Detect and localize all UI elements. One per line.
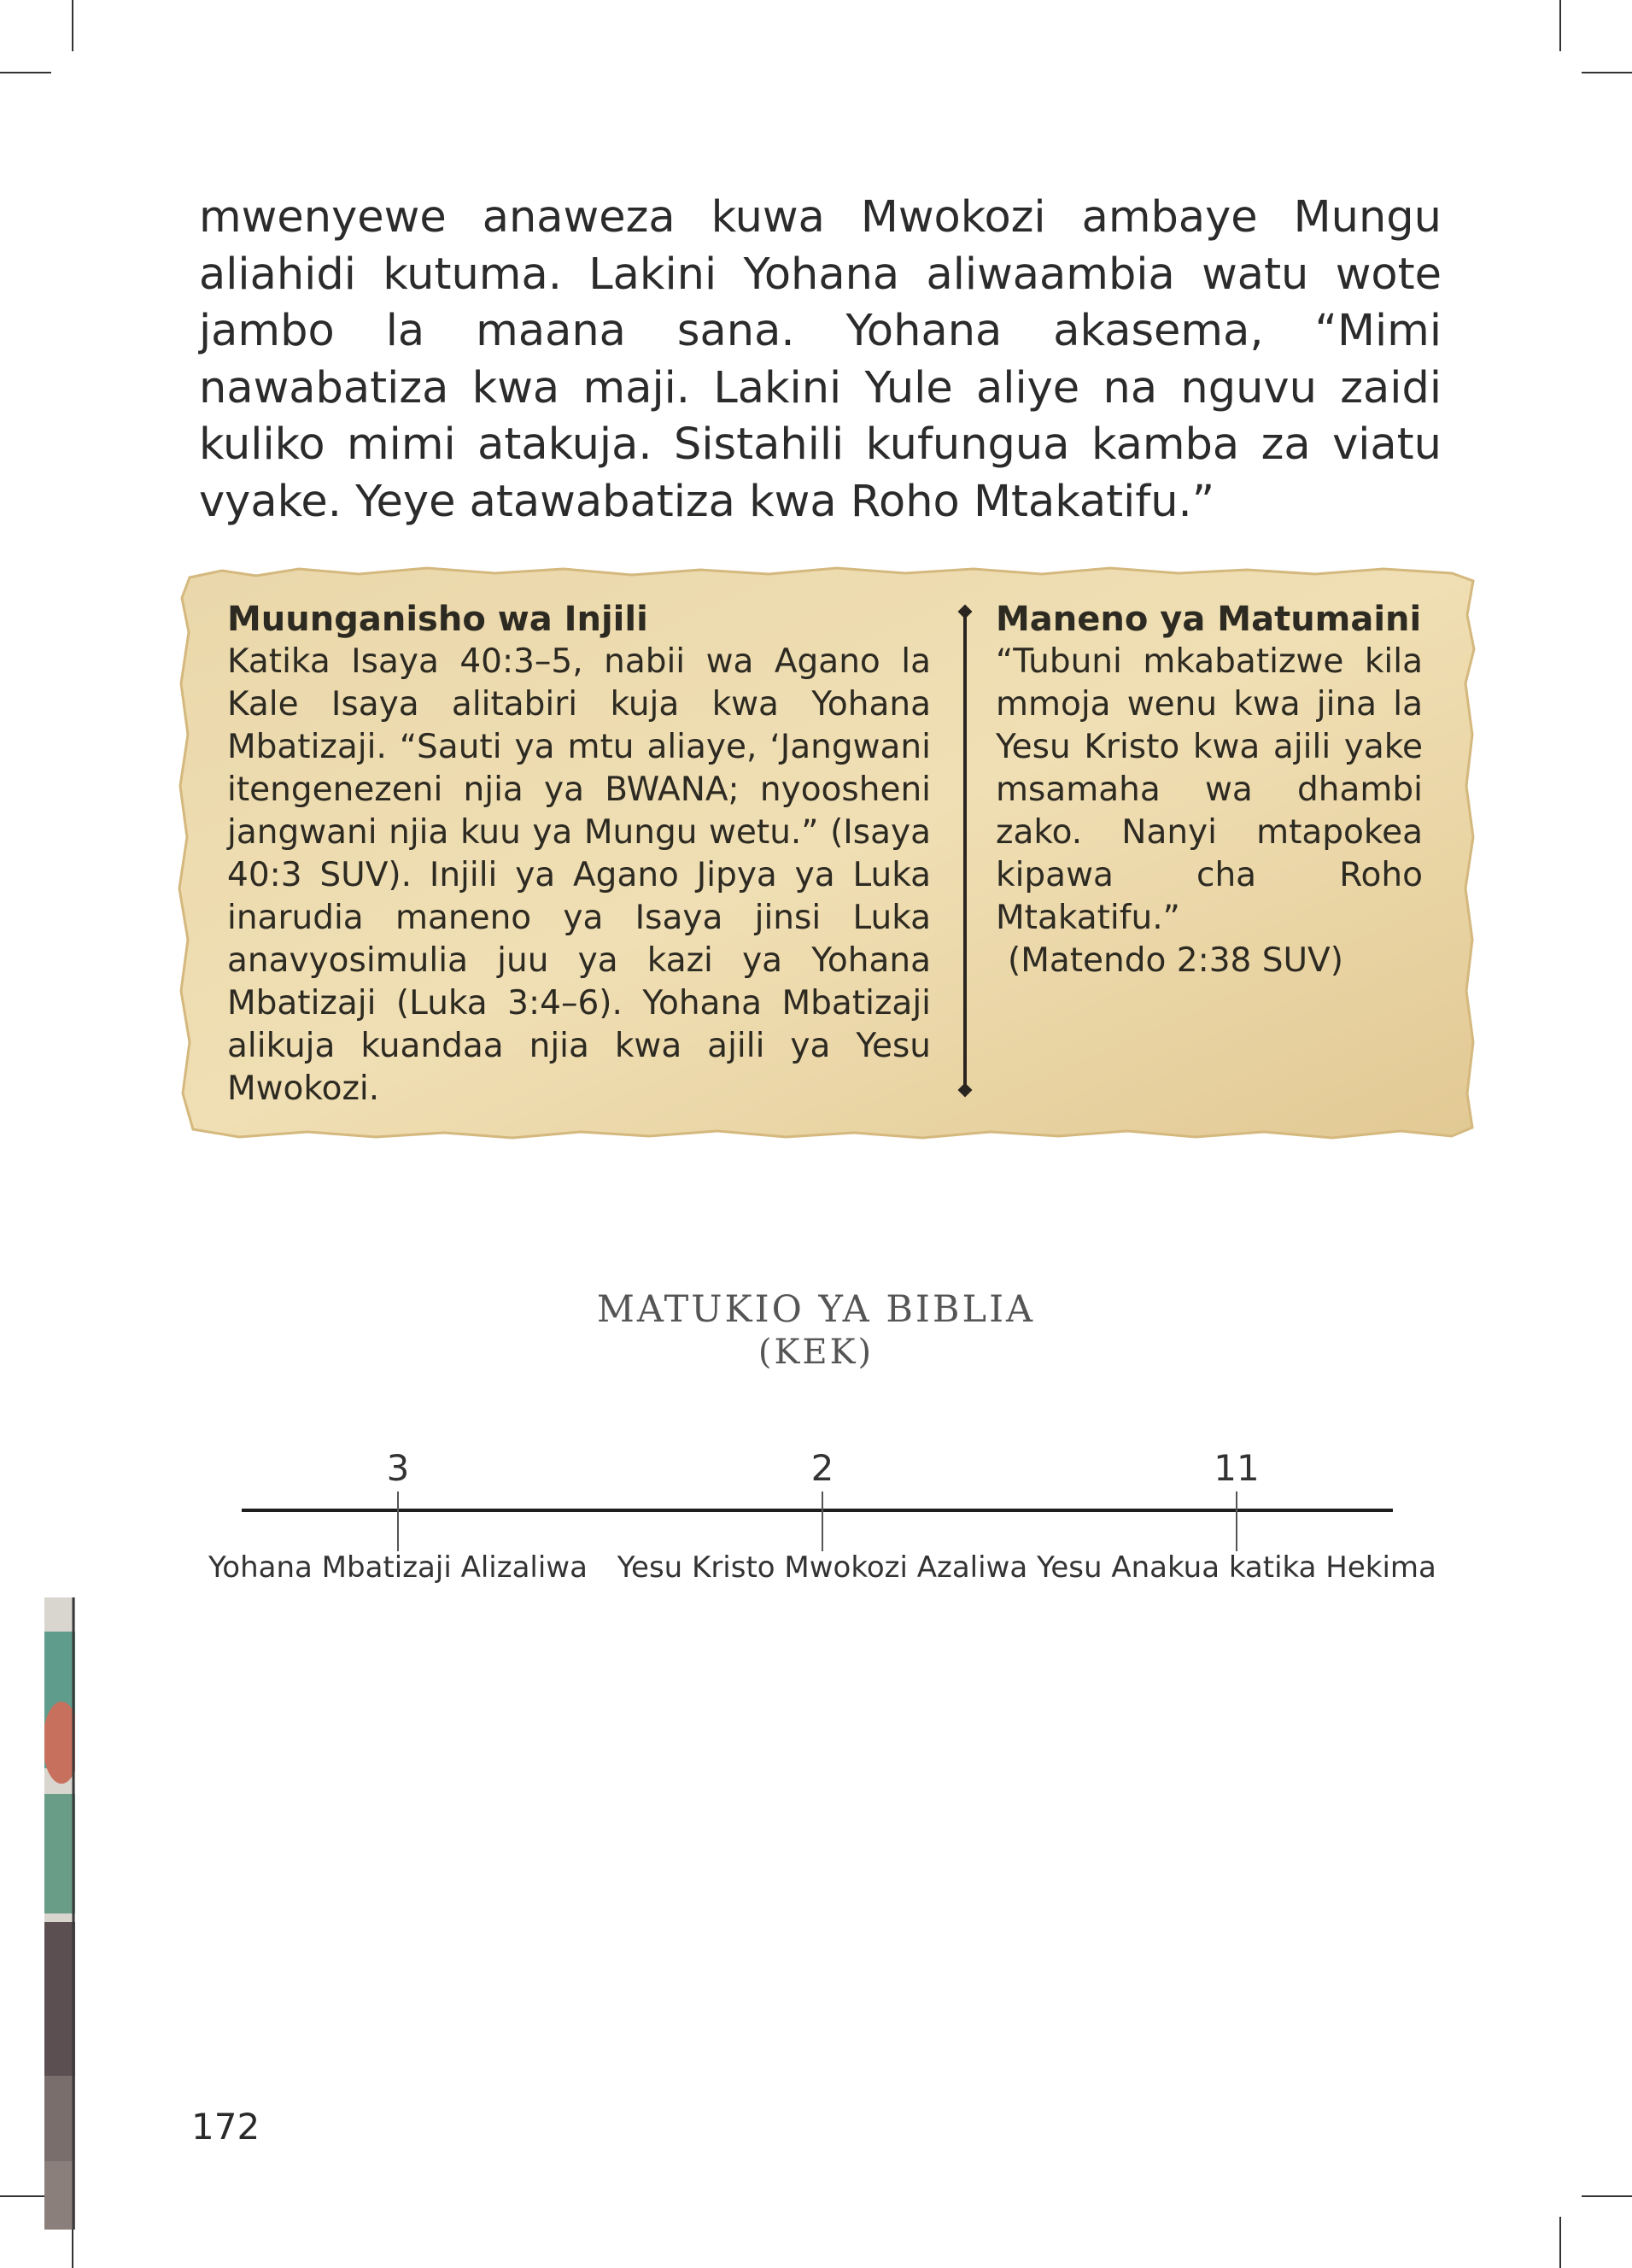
- gospel-connection-body: Katika Isaya 40:3–5, nabii wa Agano la Kale Isaya alitabiri kuja kwa Yohana Mbatizaji. “Sauti ya mtu aliaye, ‘Jangwani itengenezeni njia ya BWANA; nyoosheni jangwani njia kuu ya Mungu wetu.” (Isaya 40:3 SUV). Injili ya Agano Jipya ya Luka inarudia maneno ya Isaya jinsi Luka anavyosimulia juu ya kazi ya Yohana Mbatizaji (Luka 3:4–6). Yohana Mbatizaji alikuja kuandaa njia kwa ajili ya Yesu Mwokozi.: [227, 642, 931, 1108]
- edge-illustration: [44, 1597, 75, 2230]
- words-of-hope-box: [996, 598, 1423, 982]
- words-of-hope-reference: (Matendo 2:38 SUV): [1008, 941, 1343, 980]
- main-paragraph: mwenyewe anaweza kuwa Mwokozi ambaye Mungu aliahidi kutuma. Lakini Yohana aliwaambia watu wote jambo la maana sana. Yohana akasema, “Mimi nawabatiza kwa maji. Lakini Yule aliye na nguvu zaidi kuliko mimi atakuja. Sistahili kufungua kamba za viatu vyake. Yeye atawabatiza kwa Roho Mtakatifu.”: [199, 192, 1442, 527]
- timeline-axis: [242, 1509, 1393, 1512]
- timeline-label: Yohana Mbatizaji Alizaliwa: [208, 1550, 588, 1585]
- timeline-label: Yesu Kristo Mwokozi Azaliwa: [617, 1550, 1028, 1585]
- timeline-number: 11: [1214, 1447, 1260, 1489]
- words-of-hope-heading: Maneno ya Matumaini: [996, 600, 1422, 639]
- timeline-label: Yesu Anakua katika Hekima: [1037, 1550, 1436, 1585]
- timeline-number: 2: [810, 1447, 834, 1489]
- gospel-connection-box: [227, 598, 931, 1111]
- timeline-tick: [397, 1491, 399, 1551]
- column-divider: [963, 612, 967, 1090]
- timeline-title: MATUKIO YA BIBLIA: [596, 1288, 1036, 1331]
- timeline-tick: [822, 1491, 823, 1551]
- gospel-connection-heading: Muunganisho wa Injili: [227, 600, 648, 639]
- timeline-tick: [1236, 1491, 1237, 1551]
- page-number: 172: [191, 2106, 260, 2148]
- timeline-number: 3: [386, 1447, 410, 1489]
- timeline-subtitle: (KEK): [758, 1333, 874, 1372]
- words-of-hope-body: “Tubuni mkabatizwe kila mmoja wenu kwa jina la Yesu Kristo kwa ajili yake msamaha wa dhambi zako. Nanyi mtapokea kipawa cha Roho Mtakatifu.”: [996, 642, 1423, 937]
